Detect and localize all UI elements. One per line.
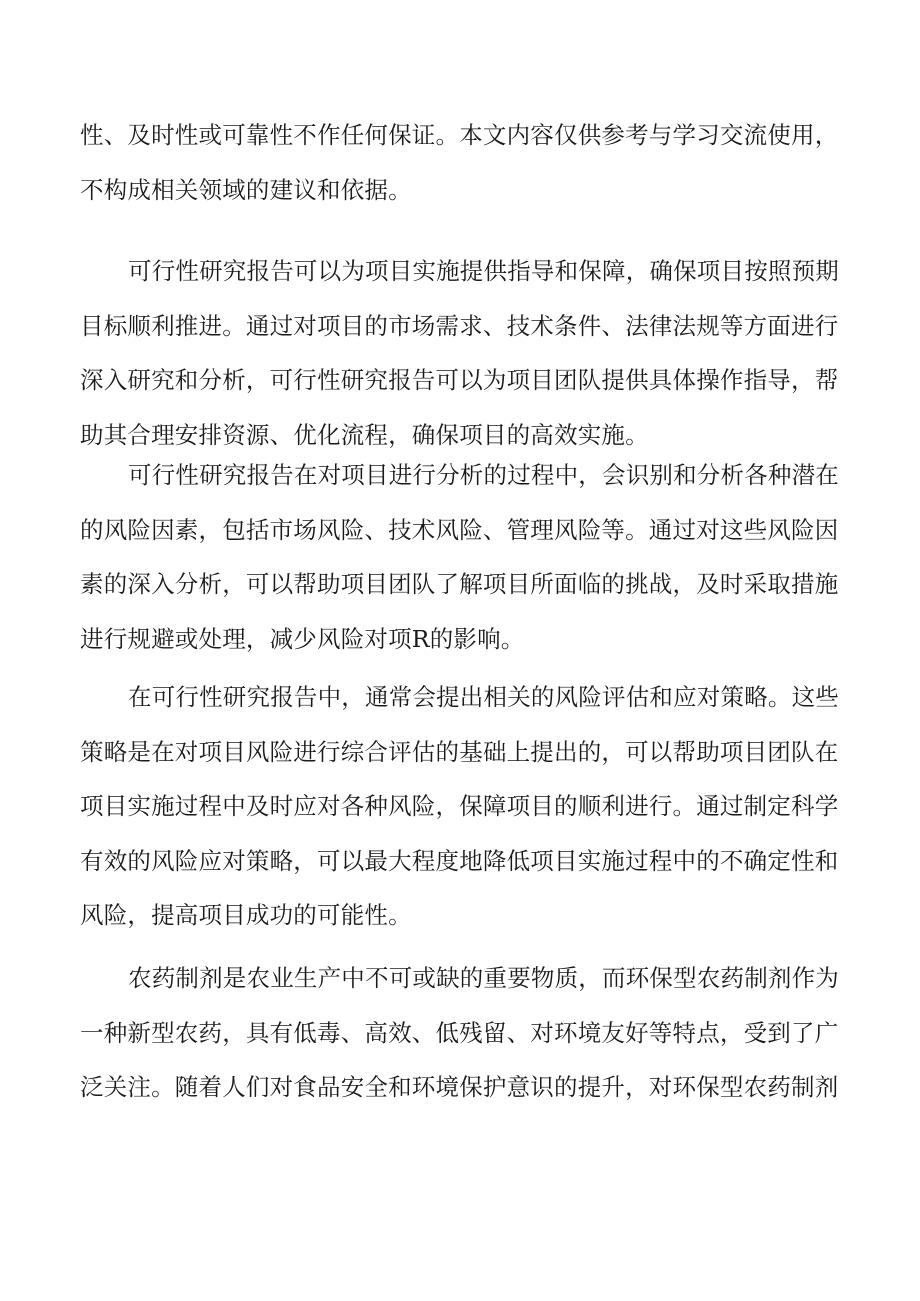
paragraph-line: 不构成相关领域的建议和依据。 (80, 175, 412, 204)
paragraph-line: 一种新型农药，具有低毒、高效、低残留、对环境友好等特点，受到了广 (80, 1018, 839, 1047)
paragraph-risk-identification (80, 448, 839, 666)
paragraph-line: 素的深入分析，可以帮助项目团队了解项目所面临的挑战，及时采取措施 (80, 570, 839, 598)
paragraph-line: 有效的风险应对策略，可以最大程度地降低项目实施过程中的不确定性和 (80, 846, 839, 875)
paragraph-pesticide-formulation (80, 951, 839, 1115)
paragraph-line: 助其合理安排资源、优化流程，确保项目的高效实施。 (80, 420, 649, 449)
paragraph-line: 可行性研究报告在对项目进行分析的过程中，会识别和分析各种潜在 (128, 461, 839, 489)
paragraph-line: 项目实施过程中及时应对各种风险，保障项目的顺利进行。通过制定科学 (80, 792, 839, 820)
paragraph-line: 风险，提高项目成功的可能性。 (80, 901, 412, 929)
paragraph-line: 性、及时性或可靠性不作任何保证。本文内容仅供参考与学习交流使用， (80, 121, 839, 149)
paragraph-line: 进行规避或处理，减少风险对项R的影响。 (80, 624, 525, 653)
paragraph-line: 策略是在对项目风险进行综合评估的基础上提出的，可以帮助项目团队在 (80, 737, 839, 766)
paragraph-line: 目标顺利推进。通过对项目的市场需求、技术条件、法律法规等方面进行 (80, 311, 839, 340)
paragraph-risk-strategy (80, 670, 839, 943)
paragraph-line: 农药制剂是农业生产中不可或缺的重要物质，而环保型农药制剂作为 (128, 964, 839, 992)
paragraph-line: 泛关注。随着人们对食品安全和环境保护意识的提升，对环保型农药制剂 (80, 1073, 839, 1101)
paragraph-line: 深入研究和分析，可行性研究报告可以为项目团队提供具体操作指导，帮 (80, 366, 839, 394)
paragraph-continued-disclaimer (80, 108, 839, 217)
paragraph-line: 的风险因素，包括市场风险、技术风险、管理风险等。通过对这些风险因 (80, 515, 839, 544)
paragraph-line: 可行性研究报告可以为项目实施提供指导和保障，确保项目按照预期 (128, 257, 839, 285)
paragraph-line: 在可行性研究报告中，通常会提出相关的风险评估和应对策略。这些 (128, 683, 839, 711)
paragraph-feasibility-guidance (80, 244, 839, 462)
